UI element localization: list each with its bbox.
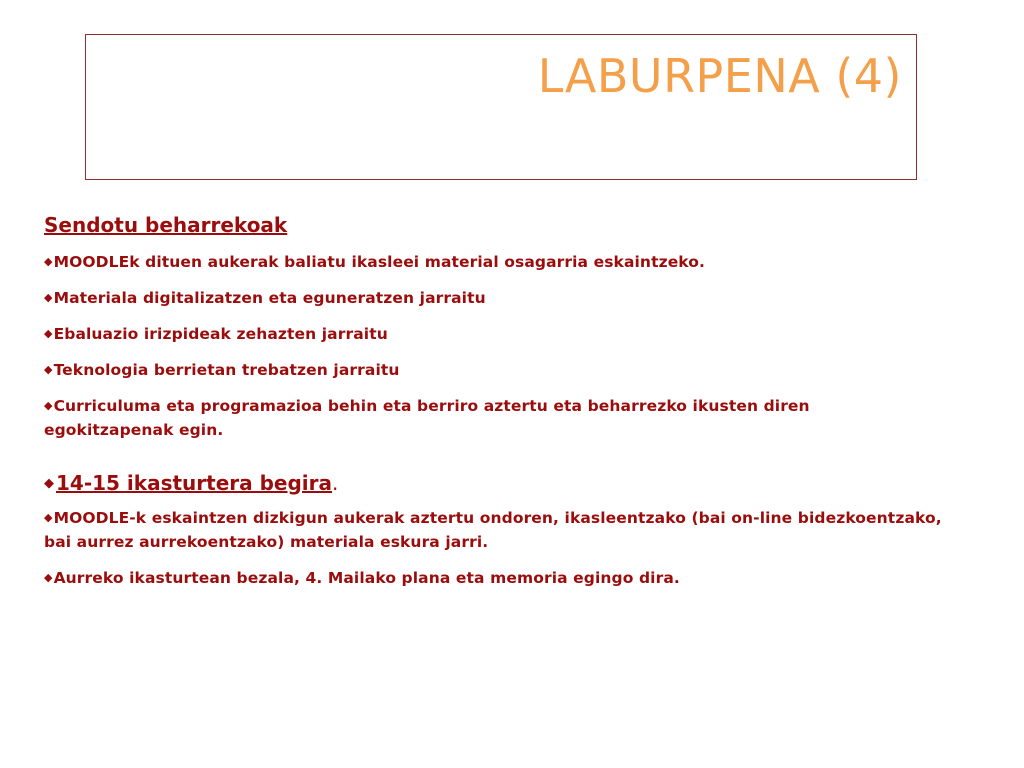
section-heading-begira <box>44 470 944 496</box>
list-item <box>44 506 944 554</box>
diamond-bullet-icon: ◆ <box>44 511 53 524</box>
diamond-bullet-icon: ◆ <box>44 399 53 412</box>
list-item-text: Curriculuma eta programazioa behin eta berriro aztertu eta beharrezko ikusten diren egokitzapenak egin. <box>44 397 810 439</box>
section-heading-suffix: . <box>332 471 339 495</box>
list-item <box>44 322 944 346</box>
diamond-bullet-icon: ◆ <box>44 571 53 584</box>
list-item-text: MOODLEk dituen aukerak baliatu ikasleei material osagarria eskaintzeko. <box>53 253 706 271</box>
list-item <box>44 358 944 382</box>
section-heading-sendotu: Sendotu beharrekoak <box>44 213 288 237</box>
list-item <box>44 286 944 310</box>
title-box <box>85 34 917 180</box>
diamond-bullet-icon: ◆ <box>44 363 53 376</box>
list-item <box>44 250 944 274</box>
list-item-text: Materiala digitalizatzen eta eguneratzen jarraitu <box>53 289 486 307</box>
list-item <box>44 394 944 442</box>
list-item <box>44 566 944 590</box>
list-item-text: Teknologia berrietan trebatzen jarraitu <box>53 361 400 379</box>
slide-title: LABURPENA (4) <box>537 49 902 103</box>
list-item-text: MOODLE-k eskaintzen dizkigun aukerak aztertu ondoren, ikasleentzako (bai on-line bidezkoentzako, bai aurrez aurrekoentzako) materiala eskura jarri. <box>44 509 942 551</box>
section-heading-text: 14-15 ikasturtera begira <box>56 471 333 495</box>
slide-content <box>44 212 944 602</box>
diamond-bullet-icon: ◆ <box>44 255 53 268</box>
list-item-text: Aurreko ikasturtean bezala, 4. Mailako plana eta memoria egingo dira. <box>53 569 680 587</box>
diamond-bullet-icon: ◆ <box>44 327 53 340</box>
list-item-text: Ebaluazio irizpideak zehazten jarraitu <box>53 325 388 343</box>
diamond-bullet-icon: ◆ <box>44 291 53 304</box>
diamond-bullet-icon: ◆ <box>44 476 54 491</box>
